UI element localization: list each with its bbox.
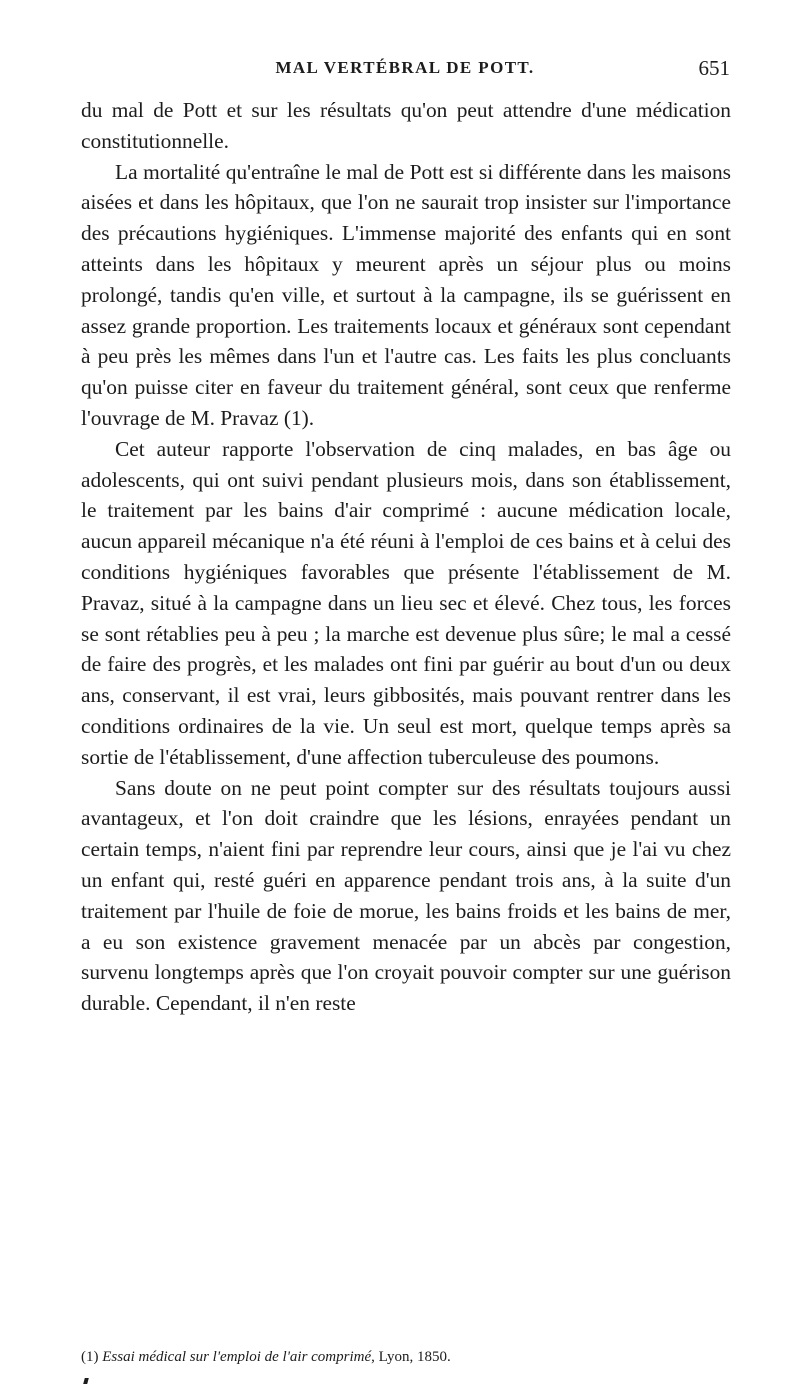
running-title: MAL VERTÉBRAL DE POTT.: [275, 58, 535, 77]
paragraph-3: Cet auteur rapporte l'observation de cinq malades, en bas âge ou adolescents, qui ont suivi pendant plusieurs mois, dans son établissement, le traitement par les bains d'air comprimé : aucune médication locale, aucun appareil mécanique n'a été réuni à l'emploi de ces bains et à celui des conditions hygiéniques favorables que présente l'établissement de M. Pravaz, situé à la campagne dans un lieu sec et élevé. Chez tous, les forces se sont rétablies peu à peu ; la marche est devenue plus sûre; le mal a cessé de faire des progrès, et les malades ont fini par guérir au bout d'un ou deux ans, conservant, il est vrai, leurs gibbosités, mais pouvant rentrer dans les conditions ordinaires de la vie. Un seul est mort, quelque temps après sa sortie de l'établissement, d'une affection tuberculeuse des poumons.: [81, 436, 731, 769]
ink-mark: [83, 1378, 89, 1384]
paragraph-2: La mortalité qu'entraîne le mal de Pott est si différente dans les maisons aisées et dans les hôpitaux, que l'on ne saurait trop insister sur l'importance des précautions hygiéniques. L'immense majorité des enfants qui en sont atteints dans les hôpitaux y meurent après un séjour plus ou moins prolongé, tandis qu'en ville, et surtout à la campagne, ils se guérissent en assez grande proportion. Les traitements locaux et généraux sont cependant à peu près les mêmes dans l'un et l'autre cas. Les faits les plus concluants qu'on puisse citer en faveur du traitement général, sont ceux que renferme l'ouvrage de M. Pravaz (1).: [81, 159, 731, 430]
paragraph-4: Sans doute on ne peut point compter sur des résultats toujours aussi avantageux, et l'on doit craindre que les lésions, enrayées pendant un certain temps, n'aient fini par reprendre leur cours, ainsi que je l'ai vu chez un enfant qui, resté guéri en apparence pendant trois ans, à la suite d'un traitement par l'huile de foie de morue, les bains froids et les bains de mer, a eu son existence gravement menacée par un abcès par congestion, survenu longtemps après que l'on croyait pouvoir compter sur une guérison durable. Cependant, il n'en reste: [81, 775, 731, 1016]
page-number: 651: [698, 56, 730, 80]
running-head: [80, 58, 730, 84]
footnote-rest: , Lyon, 1850.: [371, 1349, 451, 1365]
paragraph-1: du mal de Pott et sur les résultats qu'on peut attendre d'une médication constitutionnelle.: [81, 98, 731, 153]
footnote: [81, 1347, 731, 1367]
body-text: [81, 95, 731, 1019]
footnote-title: Essai médical sur l'emploi de l'air comprimé: [102, 1349, 372, 1365]
footnote-marker: (1): [81, 1349, 99, 1365]
